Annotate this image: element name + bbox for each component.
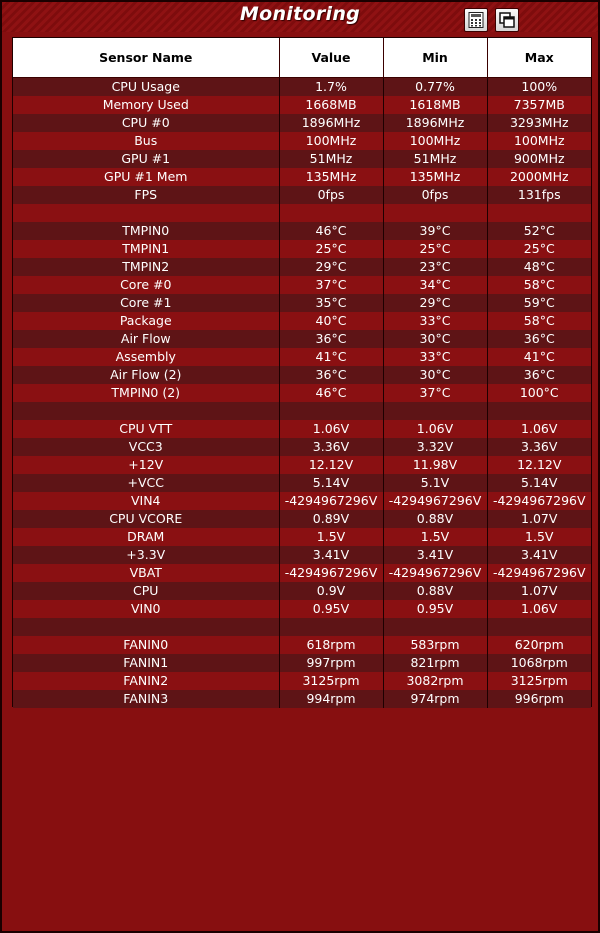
- value-cell: 994rpm: [279, 690, 383, 708]
- column-header-value[interactable]: Value: [279, 38, 383, 77]
- separator-row: [13, 402, 591, 420]
- min-cell: 39°C: [383, 222, 487, 240]
- separator-row: [13, 204, 591, 222]
- sensor-name-cell: [13, 618, 279, 636]
- sensor-name-cell: Air Flow: [13, 330, 279, 348]
- table-row: [13, 672, 591, 690]
- min-cell: 30°C: [383, 366, 487, 384]
- sensor-name-cell: [13, 402, 279, 420]
- sensor-name-cell: VIN0: [13, 600, 279, 618]
- value-cell: 36°C: [279, 366, 383, 384]
- value-cell: 0.95V: [279, 600, 383, 618]
- min-cell: 0fps: [383, 186, 487, 204]
- max-cell: 25°C: [487, 240, 591, 258]
- table-row: [13, 258, 591, 276]
- min-cell: 3.32V: [383, 438, 487, 456]
- value-cell: 997rpm: [279, 654, 383, 672]
- table-row: [13, 582, 591, 600]
- table-row: [13, 77, 591, 96]
- max-cell: 36°C: [487, 330, 591, 348]
- sensor-name-cell: GPU #1: [13, 150, 279, 168]
- max-cell: 3.41V: [487, 546, 591, 564]
- min-cell: 1896MHz: [383, 114, 487, 132]
- max-cell: [487, 402, 591, 420]
- value-cell: 5.14V: [279, 474, 383, 492]
- sensor-name-cell: VIN4: [13, 492, 279, 510]
- table-row: [13, 366, 591, 384]
- min-cell: 33°C: [383, 348, 487, 366]
- max-cell: 7357MB: [487, 96, 591, 114]
- column-header-max[interactable]: Max: [487, 38, 591, 77]
- value-cell: 100MHz: [279, 132, 383, 150]
- max-cell: 620rpm: [487, 636, 591, 654]
- value-cell: 618rpm: [279, 636, 383, 654]
- window-restore-button[interactable]: [495, 8, 519, 32]
- min-cell: 51MHz: [383, 150, 487, 168]
- table-row: [13, 492, 591, 510]
- max-cell: -4294967296V: [487, 492, 591, 510]
- sensor-name-cell: +12V: [13, 456, 279, 474]
- table-row: [13, 294, 591, 312]
- max-cell: 1.07V: [487, 510, 591, 528]
- value-cell: 1.5V: [279, 528, 383, 546]
- table-row: [13, 96, 591, 114]
- value-cell: [279, 204, 383, 222]
- separator-row: [13, 618, 591, 636]
- max-cell: -4294967296V: [487, 564, 591, 582]
- table-row: [13, 276, 591, 294]
- sensor-table-body: [13, 77, 591, 708]
- value-cell: 46°C: [279, 384, 383, 402]
- table-row: [13, 114, 591, 132]
- value-cell: [279, 402, 383, 420]
- column-header-min[interactable]: Min: [383, 38, 487, 77]
- value-cell: 0.9V: [279, 582, 383, 600]
- max-cell: 1068rpm: [487, 654, 591, 672]
- table-row: [13, 654, 591, 672]
- value-cell: 51MHz: [279, 150, 383, 168]
- value-cell: 41°C: [279, 348, 383, 366]
- calculator-icon: [468, 12, 484, 28]
- max-cell: 48°C: [487, 258, 591, 276]
- table-row: [13, 510, 591, 528]
- sensor-name-cell: CPU VTT: [13, 420, 279, 438]
- min-cell: 33°C: [383, 312, 487, 330]
- table-row: [13, 222, 591, 240]
- table-row: [13, 636, 591, 654]
- min-cell: 37°C: [383, 384, 487, 402]
- sensor-name-cell: VBAT: [13, 564, 279, 582]
- max-cell: 12.12V: [487, 456, 591, 474]
- min-cell: 29°C: [383, 294, 487, 312]
- min-cell: 0.95V: [383, 600, 487, 618]
- max-cell: 2000MHz: [487, 168, 591, 186]
- sensor-name-cell: Assembly: [13, 348, 279, 366]
- sensor-name-cell: Bus: [13, 132, 279, 150]
- column-header-sensor-name[interactable]: Sensor Name: [13, 38, 279, 77]
- sensor-name-cell: [13, 204, 279, 222]
- value-cell: 1668MB: [279, 96, 383, 114]
- max-cell: 900MHz: [487, 150, 591, 168]
- min-cell: 135MHz: [383, 168, 487, 186]
- max-cell: 1.06V: [487, 420, 591, 438]
- sensor-name-cell: TMPIN0: [13, 222, 279, 240]
- table-row: [13, 132, 591, 150]
- sensor-name-cell: DRAM: [13, 528, 279, 546]
- max-cell: [487, 618, 591, 636]
- max-cell: 100°C: [487, 384, 591, 402]
- table-row: [13, 330, 591, 348]
- min-cell: 0.88V: [383, 510, 487, 528]
- max-cell: 58°C: [487, 312, 591, 330]
- min-cell: 3.41V: [383, 546, 487, 564]
- table-row: [13, 168, 591, 186]
- min-cell: 3082rpm: [383, 672, 487, 690]
- min-cell: 34°C: [383, 276, 487, 294]
- table-row: [13, 456, 591, 474]
- max-cell: 36°C: [487, 366, 591, 384]
- value-cell: 135MHz: [279, 168, 383, 186]
- sensor-name-cell: GPU #1 Mem: [13, 168, 279, 186]
- value-cell: 25°C: [279, 240, 383, 258]
- max-cell: [487, 204, 591, 222]
- value-cell: 0fps: [279, 186, 383, 204]
- sensor-name-cell: +VCC: [13, 474, 279, 492]
- value-cell: 0.89V: [279, 510, 383, 528]
- sensor-name-cell: FANIN1: [13, 654, 279, 672]
- value-cell: 35°C: [279, 294, 383, 312]
- table-row: [13, 474, 591, 492]
- table-row: [13, 690, 591, 708]
- sensor-name-cell: TMPIN2: [13, 258, 279, 276]
- sensor-name-cell: Core #1: [13, 294, 279, 312]
- max-cell: 100%: [487, 77, 591, 96]
- sensor-name-cell: CPU: [13, 582, 279, 600]
- min-cell: 821rpm: [383, 654, 487, 672]
- sensor-name-cell: CPU #0: [13, 114, 279, 132]
- value-cell: 36°C: [279, 330, 383, 348]
- min-cell: [383, 618, 487, 636]
- min-cell: [383, 402, 487, 420]
- sensor-name-cell: Memory Used: [13, 96, 279, 114]
- max-cell: 59°C: [487, 294, 591, 312]
- value-cell: 3125rpm: [279, 672, 383, 690]
- sensor-name-cell: TMPIN1: [13, 240, 279, 258]
- sensor-name-cell: Package: [13, 312, 279, 330]
- sensor-name-cell: TMPIN0 (2): [13, 384, 279, 402]
- sensor-name-cell: Air Flow (2): [13, 366, 279, 384]
- window-title: Monitoring: [239, 3, 361, 25]
- value-cell: 46°C: [279, 222, 383, 240]
- min-cell: 0.88V: [383, 582, 487, 600]
- min-cell: 974rpm: [383, 690, 487, 708]
- value-cell: 29°C: [279, 258, 383, 276]
- table-row: [13, 600, 591, 618]
- table-row: [13, 420, 591, 438]
- min-cell: 30°C: [383, 330, 487, 348]
- value-cell: 3.41V: [279, 546, 383, 564]
- title-bar[interactable]: [2, 2, 598, 32]
- sensor-name-cell: FANIN3: [13, 690, 279, 708]
- value-cell: -4294967296V: [279, 564, 383, 582]
- max-cell: 1.5V: [487, 528, 591, 546]
- sensor-name-cell: VCC3: [13, 438, 279, 456]
- table-row: [13, 348, 591, 366]
- table-row: [13, 384, 591, 402]
- sensor-name-cell: FPS: [13, 186, 279, 204]
- min-cell: [383, 204, 487, 222]
- min-cell: 11.98V: [383, 456, 487, 474]
- max-cell: 100MHz: [487, 132, 591, 150]
- min-cell: -4294967296V: [383, 492, 487, 510]
- sensor-name-cell: Core #0: [13, 276, 279, 294]
- max-cell: 52°C: [487, 222, 591, 240]
- max-cell: 5.14V: [487, 474, 591, 492]
- min-cell: 0.77%: [383, 77, 487, 96]
- value-cell: 40°C: [279, 312, 383, 330]
- max-cell: 3125rpm: [487, 672, 591, 690]
- table-header-row: [13, 38, 591, 77]
- min-cell: -4294967296V: [383, 564, 487, 582]
- max-cell: 3.36V: [487, 438, 591, 456]
- max-cell: 41°C: [487, 348, 591, 366]
- max-cell: 1.06V: [487, 600, 591, 618]
- min-cell: 1.06V: [383, 420, 487, 438]
- value-cell: [279, 618, 383, 636]
- table-row: [13, 186, 591, 204]
- min-cell: 23°C: [383, 258, 487, 276]
- max-cell: 3293MHz: [487, 114, 591, 132]
- sensor-table: [13, 38, 591, 708]
- table-row: [13, 564, 591, 582]
- table-row: [13, 150, 591, 168]
- sensor-name-cell: +3.3V: [13, 546, 279, 564]
- table-row: [13, 438, 591, 456]
- min-cell: 100MHz: [383, 132, 487, 150]
- value-cell: 1.06V: [279, 420, 383, 438]
- sensor-name-cell: FANIN0: [13, 636, 279, 654]
- calculator-button[interactable]: [464, 8, 488, 32]
- sensor-name-cell: CPU VCORE: [13, 510, 279, 528]
- min-cell: 1.5V: [383, 528, 487, 546]
- value-cell: 12.12V: [279, 456, 383, 474]
- min-cell: 1618MB: [383, 96, 487, 114]
- table-row: [13, 312, 591, 330]
- value-cell: 1.7%: [279, 77, 383, 96]
- table-row: [13, 546, 591, 564]
- value-cell: 3.36V: [279, 438, 383, 456]
- table-row: [13, 528, 591, 546]
- sensor-name-cell: FANIN2: [13, 672, 279, 690]
- value-cell: -4294967296V: [279, 492, 383, 510]
- max-cell: 996rpm: [487, 690, 591, 708]
- max-cell: 58°C: [487, 276, 591, 294]
- min-cell: 583rpm: [383, 636, 487, 654]
- sensor-panel: [12, 37, 592, 707]
- value-cell: 1896MHz: [279, 114, 383, 132]
- min-cell: 5.1V: [383, 474, 487, 492]
- max-cell: 1.07V: [487, 582, 591, 600]
- table-row: [13, 240, 591, 258]
- min-cell: 25°C: [383, 240, 487, 258]
- max-cell: 131fps: [487, 186, 591, 204]
- window-restore-icon: [499, 12, 515, 28]
- sensor-name-cell: CPU Usage: [13, 77, 279, 96]
- value-cell: 37°C: [279, 276, 383, 294]
